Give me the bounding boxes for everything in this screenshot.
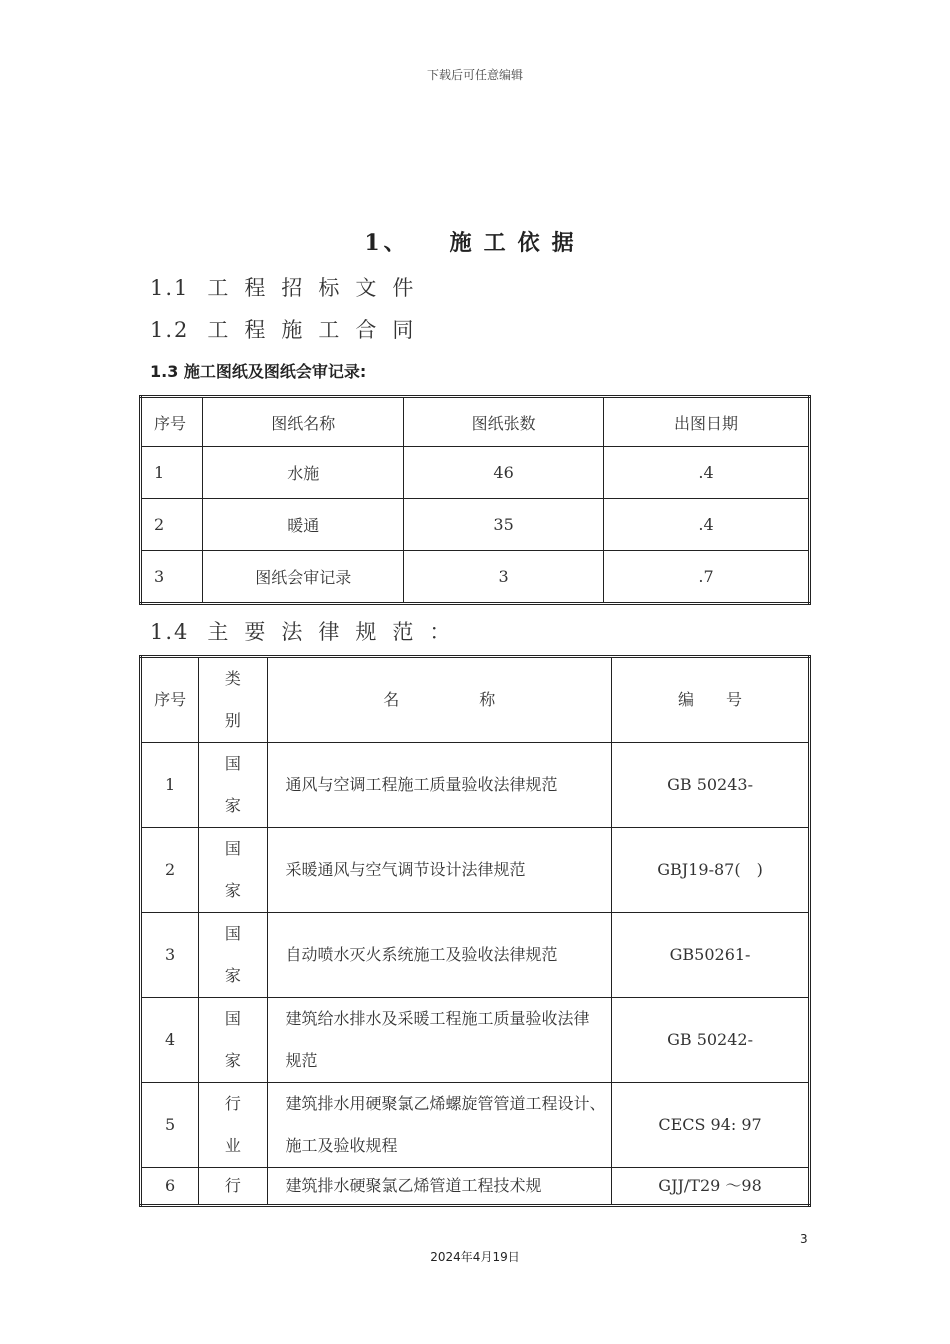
header-cell: 图纸名称 xyxy=(203,397,404,447)
cell: GB 50243- xyxy=(612,743,810,828)
section-1-1 xyxy=(150,272,429,302)
header-cell: 序号 xyxy=(141,397,203,447)
header-cell xyxy=(199,657,267,743)
cell xyxy=(199,913,267,998)
cell: 行 xyxy=(199,1168,267,1206)
table-row xyxy=(141,499,810,551)
header-cell: 编 号 xyxy=(612,657,810,743)
cell: .4 xyxy=(604,447,810,499)
table-row xyxy=(141,1168,810,1206)
cell: 建筑排水硬聚氯乙烯管道工程技术规 xyxy=(267,1168,612,1206)
cell: GBJ19-87( ) xyxy=(612,828,810,913)
section-1-3: 1.3 施工图纸及图纸会审记录: xyxy=(150,362,367,381)
cell-text: 国家 xyxy=(224,924,241,985)
table-header-row xyxy=(141,397,810,447)
cell: 建筑给水排水及采暖工程施工质量验收法律规范 xyxy=(267,998,612,1083)
drawings-table xyxy=(139,395,811,605)
cell: 暖通 xyxy=(203,499,404,551)
page-header: 下载后可任意编辑 xyxy=(426,68,523,82)
cell: .4 xyxy=(604,499,810,551)
table-row xyxy=(141,743,810,828)
chapter-number: 1、 xyxy=(364,230,410,256)
cell: 自动喷水灭火系统施工及验收法律规范 xyxy=(267,913,612,998)
section-number: 1.4 xyxy=(150,620,190,644)
cell: GJJ/T29 ～98 xyxy=(612,1168,810,1206)
cell: 1 xyxy=(141,447,203,499)
cell xyxy=(199,828,267,913)
cell: 水施 xyxy=(203,447,404,499)
chapter-title: 施工依据 xyxy=(449,230,586,256)
cell: 35 xyxy=(404,499,604,551)
header-cell-text: 类别 xyxy=(224,669,241,730)
cell-text: 行业 xyxy=(224,1094,241,1155)
table-row xyxy=(141,1083,810,1168)
cell: .7 xyxy=(604,551,810,604)
header-cell: 序号 xyxy=(141,657,199,743)
cell: 2 xyxy=(141,499,203,551)
cell: 2 xyxy=(141,828,199,913)
table-row xyxy=(141,828,810,913)
section-1-2 xyxy=(150,314,429,344)
section-title: 主要法律规范： xyxy=(207,620,467,644)
section-title: 工程招标文件 xyxy=(207,276,430,300)
table-row xyxy=(141,913,810,998)
standards-table xyxy=(139,655,811,1207)
cell-text: 国家 xyxy=(224,754,241,815)
header-cell: 图纸张数 xyxy=(404,397,604,447)
cell-text: 国家 xyxy=(224,1009,241,1070)
header-cell: 出图日期 xyxy=(604,397,810,447)
footer-date: 2024年4月19日 xyxy=(430,1250,520,1264)
header-cell: 名 称 xyxy=(267,657,612,743)
table-header-row xyxy=(141,657,810,743)
cell: 46 xyxy=(404,447,604,499)
table-row xyxy=(141,551,810,604)
cell: 建筑排水用硬聚氯乙烯螺旋管管道工程设计、 施工及验收规程 xyxy=(267,1083,612,1168)
cell: 3 xyxy=(141,913,199,998)
cell: GB50261- xyxy=(612,913,810,998)
cell xyxy=(199,743,267,828)
cell: 3 xyxy=(404,551,604,604)
cell: CECS 94: 97 xyxy=(612,1083,810,1168)
section-1-4 xyxy=(150,616,466,646)
section-number: 1.2 xyxy=(150,318,190,342)
chapter-heading xyxy=(0,226,950,257)
section-number: 1.1 xyxy=(150,276,190,300)
cell: 3 xyxy=(141,551,203,604)
cell: 1 xyxy=(141,743,199,828)
cell: 5 xyxy=(141,1083,199,1168)
cell: 采暖通风与空气调节设计法律规范 xyxy=(267,828,612,913)
table-row xyxy=(141,998,810,1083)
cell xyxy=(199,998,267,1083)
cell: GB 50242- xyxy=(612,998,810,1083)
cell: 4 xyxy=(141,998,199,1083)
cell: 通风与空调工程施工质量验收法律规范 xyxy=(267,743,612,828)
page-number: 3 xyxy=(800,1232,808,1246)
cell xyxy=(199,1083,267,1168)
table-row xyxy=(141,447,810,499)
cell: 6 xyxy=(141,1168,199,1206)
cell-text: 国家 xyxy=(224,839,241,900)
cell: 图纸会审记录 xyxy=(203,551,404,604)
section-title: 工程施工合同 xyxy=(207,318,430,342)
